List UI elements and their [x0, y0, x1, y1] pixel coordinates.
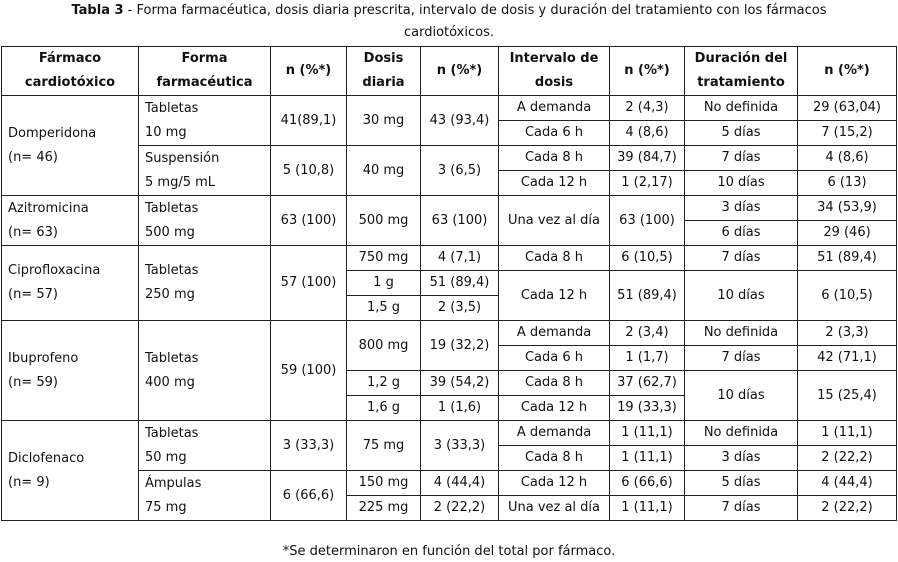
table-row	[2, 196, 897, 221]
intervalo-cell: Una vez al día	[499, 196, 610, 246]
intervalo-n-cell: 63 (100)	[610, 196, 685, 246]
forma-n-cell: 57 (100)	[271, 246, 347, 321]
dosis-n-cell: 63 (100)	[421, 196, 499, 246]
duracion-n-cell: 51 (89,4)	[798, 246, 897, 271]
drug-cell-ciprofloxacina: Ciprofloxacina (n= 57)	[2, 246, 139, 321]
intervalo-cell: Cada 12 h	[499, 271, 610, 321]
dosis-cell: 1,6 g	[347, 396, 421, 421]
table-row	[2, 321, 897, 346]
intervalo-cell: Cada 8 h	[499, 246, 610, 271]
duracion-cell: No definida	[685, 96, 798, 121]
duracion-cell: 7 días	[685, 146, 798, 171]
caption-text-line2: cardiotóxicos.	[403, 25, 494, 40]
duracion-cell: 3 días	[685, 196, 798, 221]
intervalo-cell: Cada 6 h	[499, 121, 610, 146]
duracion-n-cell: 6 (10,5)	[798, 271, 897, 321]
forma-cell: Ámpulas 75 mg	[139, 471, 271, 521]
intervalo-n-cell: 1 (11,1)	[610, 421, 685, 446]
duracion-cell: No definida	[685, 421, 798, 446]
duracion-n-cell: 2 (22,2)	[798, 446, 897, 471]
intervalo-cell: Cada 8 h	[499, 146, 610, 171]
duracion-n-cell: 4 (8,6)	[798, 146, 897, 171]
header-forma: Forma farmacéutica	[139, 47, 271, 96]
header-n-duracion: n (%*)	[798, 47, 897, 96]
forma-n-cell: 5 (10,8)	[271, 146, 347, 196]
intervalo-n-cell: 39 (84,7)	[610, 146, 685, 171]
dosis-n-cell: 51 (89,4)	[421, 271, 499, 296]
dosis-n-cell: 1 (1,6)	[421, 396, 499, 421]
header-farmaco: Fármaco cardiotóxico	[2, 47, 139, 96]
drug-cell-ibuprofeno: Ibuprofeno (n= 59)	[2, 321, 139, 421]
duracion-cell: 10 días	[685, 271, 798, 321]
intervalo-n-cell: 37 (62,7)	[610, 371, 685, 396]
header-intervalo: Intervalo de dosis	[499, 47, 610, 96]
header-dosis: Dosis diaria	[347, 47, 421, 96]
dosis-n-cell: 4 (7,1)	[421, 246, 499, 271]
intervalo-n-cell: 19 (33,3)	[610, 396, 685, 421]
duracion-n-cell: 34 (53,9)	[798, 196, 897, 221]
forma-n-cell: 6 (66,6)	[271, 471, 347, 521]
dosis-n-cell: 2 (22,2)	[421, 496, 499, 521]
forma-n-cell: 63 (100)	[271, 196, 347, 246]
duracion-cell: 10 días	[685, 371, 798, 421]
dosis-n-cell: 2 (3,5)	[421, 296, 499, 321]
intervalo-cell: Cada 8 h	[499, 446, 610, 471]
duracion-cell: 7 días	[685, 346, 798, 371]
forma-n-cell: 41(89,1)	[271, 96, 347, 146]
dosis-n-cell: 43 (93,4)	[421, 96, 499, 146]
duracion-cell: 10 días	[685, 171, 798, 196]
duracion-cell: 6 días	[685, 221, 798, 246]
intervalo-cell: Cada 12 h	[499, 396, 610, 421]
forma-cell: Tabletas 500 mg	[139, 196, 271, 246]
intervalo-n-cell: 4 (8,6)	[610, 121, 685, 146]
intervalo-cell: A demanda	[499, 421, 610, 446]
dosis-cell: 1,5 g	[347, 296, 421, 321]
duracion-cell: No definida	[685, 321, 798, 346]
drug-cell-diclofenaco: Diclofenaco (n= 9)	[2, 421, 139, 521]
forma-cell: Tabletas 10 mg	[139, 96, 271, 146]
duracion-n-cell: 1 (11,1)	[798, 421, 897, 446]
duracion-n-cell: 4 (44,4)	[798, 471, 897, 496]
dosis-cell: 800 mg	[347, 321, 421, 371]
table-row	[2, 421, 897, 446]
dosis-n-cell: 3 (6,5)	[421, 146, 499, 196]
dosis-cell: 500 mg	[347, 196, 421, 246]
duracion-n-cell: 29 (63,04)	[798, 96, 897, 121]
duracion-cell: 5 días	[685, 471, 798, 496]
header-n-forma: n (%*)	[271, 47, 347, 96]
intervalo-n-cell: 1 (2,17)	[610, 171, 685, 196]
dosis-n-cell: 4 (44,4)	[421, 471, 499, 496]
dosis-cell: 1,2 g	[347, 371, 421, 396]
header-n-intervalo: n (%*)	[610, 47, 685, 96]
caption-label: Tabla 3	[71, 3, 124, 18]
duracion-cell: 7 días	[685, 496, 798, 521]
duracion-cell: 5 días	[685, 121, 798, 146]
intervalo-cell: Una vez al día	[499, 496, 610, 521]
intervalo-n-cell: 2 (4,3)	[610, 96, 685, 121]
forma-cell: Tabletas 50 mg	[139, 421, 271, 471]
intervalo-cell: Cada 6 h	[499, 346, 610, 371]
duracion-n-cell: 7 (15,2)	[798, 121, 897, 146]
dosis-cell: 75 mg	[347, 421, 421, 471]
duracion-n-cell: 15 (25,4)	[798, 371, 897, 421]
intervalo-n-cell: 1 (11,1)	[610, 446, 685, 471]
dosis-cell: 225 mg	[347, 496, 421, 521]
forma-n-cell: 3 (33,3)	[271, 421, 347, 471]
dosis-n-cell: 19 (32,2)	[421, 321, 499, 371]
intervalo-cell: Cada 12 h	[499, 471, 610, 496]
intervalo-cell: A demanda	[499, 96, 610, 121]
duracion-n-cell: 2 (22,2)	[798, 496, 897, 521]
intervalo-n-cell: 1 (1,7)	[610, 346, 685, 371]
forma-cell: Suspensión 5 mg/5 mL	[139, 146, 271, 196]
drug-cell-domperidona: Domperidona (n= 46)	[2, 96, 139, 196]
forma-cell: Tabletas 400 mg	[139, 321, 271, 421]
duracion-n-cell: 29 (46)	[798, 221, 897, 246]
intervalo-n-cell: 51 (89,4)	[610, 271, 685, 321]
drug-table	[1, 46, 897, 521]
duracion-cell: 7 días	[685, 246, 798, 271]
duracion-n-cell: 6 (13)	[798, 171, 897, 196]
table-row	[2, 246, 897, 271]
intervalo-n-cell: 1 (11,1)	[610, 496, 685, 521]
intervalo-n-cell: 6 (10,5)	[610, 246, 685, 271]
header-row	[2, 47, 897, 96]
intervalo-cell: A demanda	[499, 321, 610, 346]
dosis-n-cell: 39 (54,2)	[421, 371, 499, 396]
dosis-cell: 750 mg	[347, 246, 421, 271]
table-row	[2, 96, 897, 121]
dosis-n-cell: 3 (33,3)	[421, 421, 499, 471]
dosis-cell: 40 mg	[347, 146, 421, 196]
drug-cell-azitromicina: Azitromicina (n= 63)	[2, 196, 139, 246]
dosis-cell: 1 g	[347, 271, 421, 296]
table-footnote: *Se determinaron en función del total por fármaco.	[282, 544, 616, 559]
table-caption	[0, 0, 898, 44]
intervalo-n-cell: 6 (66,6)	[610, 471, 685, 496]
duracion-n-cell: 42 (71,1)	[798, 346, 897, 371]
duracion-n-cell: 2 (3,3)	[798, 321, 897, 346]
dosis-cell: 150 mg	[347, 471, 421, 496]
forma-n-cell: 59 (100)	[271, 321, 347, 421]
duracion-cell: 3 días	[685, 446, 798, 471]
header-n-dosis: n (%*)	[421, 47, 499, 96]
intervalo-cell: Cada 12 h	[499, 171, 610, 196]
forma-cell: Tabletas 250 mg	[139, 246, 271, 321]
caption-text: - Forma farmacéutica, dosis diaria prescrita, intervalo de dosis y duración del tratamiento con los fármacos	[123, 3, 827, 18]
intervalo-cell: Cada 8 h	[499, 371, 610, 396]
header-duracion: Duración del tratamiento	[685, 47, 798, 96]
dosis-cell: 30 mg	[347, 96, 421, 146]
intervalo-n-cell: 2 (3,4)	[610, 321, 685, 346]
